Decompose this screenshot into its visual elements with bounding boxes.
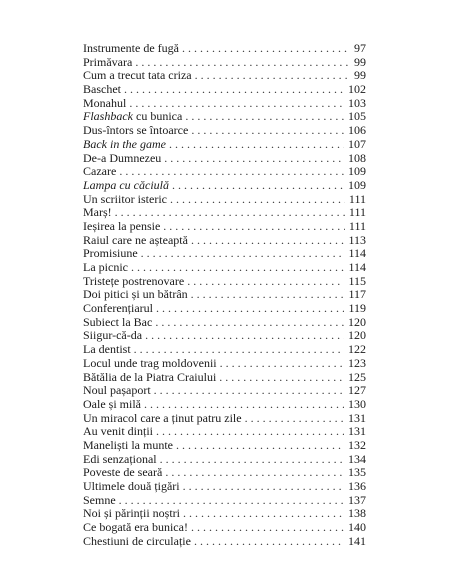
toc-entry: [83, 425, 366, 439]
toc-entry-title-text: La picnic: [83, 260, 128, 274]
toc-entry-page-number: 134: [348, 451, 366, 466]
dot-leader: [135, 56, 350, 70]
toc-entry-page-number: 138: [348, 506, 366, 521]
toc-entry-title: [83, 384, 154, 398]
toc-entry-title: [83, 220, 163, 234]
dot-leader: [115, 206, 345, 220]
toc-entry-title-text: Au venit dinții: [83, 424, 153, 439]
toc-entry-page-number: 111: [348, 191, 366, 206]
toc-entry-title-text: Dus-întors se întoarce: [83, 123, 189, 138]
toc-entry: [83, 56, 366, 70]
toc-entry: [83, 110, 366, 124]
toc-entry-title-text: Instrumente de fugă: [83, 41, 179, 55]
toc-entry: [83, 398, 366, 412]
toc-entry-title: [83, 110, 185, 124]
toc-entry-page-number: 131: [348, 410, 366, 425]
toc-entry-title: [83, 521, 191, 535]
toc-entry-page-number: 114: [348, 246, 366, 261]
toc-entry-page-number: 103: [348, 95, 366, 110]
toc-entry-title-text: Un miracol care a ținut patru zile: [83, 410, 242, 425]
toc-entry-title-text: Doi pitici și un bătrân: [83, 287, 188, 302]
toc-entry-page-number: 105: [348, 109, 366, 124]
toc-entry-title-text: Ultimele două țigări: [83, 479, 180, 493]
toc-entry-title-text: Noul pașaport: [83, 383, 151, 398]
toc-entry-title-text: De-a Dumnezeu: [83, 150, 162, 165]
toc-entry-title: [83, 138, 169, 152]
dot-leader: [194, 535, 344, 549]
dot-leader: [134, 343, 344, 357]
toc-entry-title: [83, 398, 144, 412]
toc-entry-page-number: 122: [348, 342, 366, 357]
toc-entry-title-text: La dentist: [83, 342, 131, 357]
toc-entry-page-number: 109: [348, 177, 366, 192]
toc-entry: [83, 83, 366, 97]
toc-entry-title: [83, 179, 172, 193]
toc-entry-page-number: 108: [348, 150, 366, 165]
toc-entry: [83, 371, 366, 385]
dot-leader: [144, 398, 344, 412]
toc-entry-page-number: 140: [348, 520, 366, 535]
dot-leader: [141, 247, 345, 261]
toc-entry-title: [83, 247, 141, 261]
dot-leader: [160, 453, 344, 467]
toc-entry: [83, 412, 366, 426]
toc-entry-page-number: 141: [348, 533, 366, 548]
dot-leader: [191, 124, 344, 138]
toc-entry: [83, 193, 366, 207]
toc-entry-title-text: Tristețe postrenovare: [83, 273, 185, 288]
toc-entry: [83, 302, 366, 316]
toc-entry-title-text: Chestiuni de circulație: [83, 533, 191, 548]
toc-entry: [83, 480, 366, 494]
toc-entry: [83, 247, 366, 261]
dot-leader: [170, 193, 345, 207]
toc-entry-page-number: 106: [348, 123, 366, 138]
toc-entry: [83, 329, 366, 343]
toc-entry-page-number: 115: [348, 273, 366, 288]
dot-leader: [124, 83, 344, 97]
toc-entry-title-text: Promisiune: [83, 246, 138, 261]
toc-entry-page-number: 120: [348, 328, 366, 343]
toc-entry-title: [83, 124, 191, 138]
dot-leader: [191, 234, 344, 248]
toc-entry-title-text: Oale și milă: [83, 396, 141, 411]
toc-entry: [83, 535, 366, 549]
toc-entry-title-text: Ce bogată era bunica!: [83, 520, 188, 535]
toc-entry-title: [83, 494, 119, 508]
toc-entry: [83, 507, 366, 521]
dot-leader: [176, 439, 344, 453]
toc-entry: [83, 152, 366, 166]
toc-entry-page-number: 123: [348, 355, 366, 370]
toc-entry-title: [83, 234, 191, 248]
toc-entry: [83, 234, 366, 248]
dot-leader: [183, 507, 344, 521]
dot-leader: [163, 220, 345, 234]
toc-entry-title-text: Cazare: [83, 164, 117, 179]
toc-entry-page-number: 111: [348, 218, 366, 233]
toc-entry-title-text: Un scriitor isteric: [83, 191, 167, 206]
toc-entry: [83, 357, 366, 371]
dot-leader: [169, 138, 344, 152]
table-of-contents: [83, 42, 366, 548]
dot-leader: [129, 97, 344, 111]
dot-leader: [172, 179, 344, 193]
dot-leader: [220, 357, 344, 371]
toc-entry-title: [83, 56, 135, 70]
dot-leader: [191, 288, 345, 302]
toc-entry-title-text: Primăvara: [83, 54, 133, 69]
dot-leader: [182, 42, 350, 56]
toc-entry-page-number: 119: [348, 301, 366, 316]
toc-entry-title-text: Edi senzațional: [83, 451, 157, 466]
toc-entry-title-text: Bătălia de la Piatra Craiului: [83, 369, 217, 384]
toc-entry-page-number: 111: [348, 205, 366, 220]
toc-entry-page-number: 136: [348, 479, 366, 493]
toc-entry-page-number: 107: [348, 136, 366, 151]
toc-entry-title-text: Maneliști la munte: [83, 437, 173, 452]
toc-entry-title-text: Raiul care ne așteaptă: [83, 232, 188, 247]
toc-entry-title-text: Baschet: [83, 82, 121, 97]
toc-entry-page-number: 131: [348, 424, 366, 439]
dot-leader: [131, 261, 344, 275]
dot-leader: [164, 152, 344, 166]
toc-entry-title-italic: Back in the game: [83, 136, 166, 151]
toc-entry-title: [83, 466, 165, 480]
dot-leader: [183, 480, 344, 494]
toc-entry-title: [83, 97, 129, 111]
toc-entry: [83, 261, 366, 275]
toc-entry-page-number: 132: [348, 437, 366, 452]
toc-entry-title-text: Cum a trecut tata criza: [83, 68, 192, 83]
dot-leader: [119, 165, 344, 179]
dot-leader: [156, 425, 344, 439]
toc-entry-page-number: 109: [348, 164, 366, 179]
dot-leader: [245, 412, 344, 426]
toc-entry-title-text: Ieșirea la pensie: [83, 218, 161, 233]
toc-entry-title: [83, 42, 182, 56]
toc-entry-page-number: 102: [348, 82, 366, 97]
toc-entry-page-number: 135: [348, 465, 366, 480]
toc-entry-page-number: 137: [348, 492, 366, 507]
toc-entry-title: [83, 316, 155, 330]
dot-leader: [165, 466, 344, 480]
toc-entry-title-text: Noi și părinții noștri: [83, 506, 180, 521]
toc-entry-page-number: 117: [348, 287, 366, 302]
toc-entry: [83, 439, 366, 453]
toc-entry: [83, 206, 366, 220]
dot-leader: [154, 384, 344, 398]
toc-entry-page-number: 125: [348, 369, 366, 384]
dot-leader: [195, 69, 350, 83]
toc-entry: [83, 521, 366, 535]
toc-entry: [83, 466, 366, 480]
toc-entry: [83, 343, 366, 357]
toc-entry-page-number: 127: [348, 383, 366, 398]
toc-entry-title: [83, 165, 119, 179]
toc-entry-title: [83, 425, 156, 439]
dot-leader: [219, 371, 344, 385]
toc-entry: [83, 275, 366, 289]
toc-entry-title: [83, 288, 191, 302]
toc-entry-title: [83, 329, 145, 343]
toc-entry-title: [83, 480, 183, 494]
toc-entry-title-text: Locul unde trag moldovenii: [83, 355, 217, 370]
toc-entry: [83, 97, 366, 111]
toc-entry-title: [83, 453, 160, 467]
toc-entry-title: [83, 357, 220, 371]
toc-entry-title-italic: Lampa cu căciulă: [83, 177, 169, 192]
toc-entry: [83, 179, 366, 193]
toc-entry: [83, 165, 366, 179]
dot-leader: [156, 302, 344, 316]
dot-leader: [187, 275, 344, 289]
toc-entry-page-number: 130: [348, 396, 366, 411]
toc-entry-title: [83, 507, 183, 521]
toc-entry-title-text: Marș!: [83, 205, 112, 220]
toc-entry: [83, 288, 366, 302]
toc-entry-title: [83, 206, 115, 220]
dot-leader: [185, 110, 344, 124]
toc-entry: [83, 453, 366, 467]
toc-entry-title: [83, 535, 194, 549]
toc-entry-title: [83, 371, 219, 385]
toc-entry-title: [83, 439, 176, 453]
dot-leader: [155, 316, 344, 330]
toc-entry: [83, 494, 366, 508]
toc-entry: [83, 220, 366, 234]
toc-entry-title: [83, 152, 164, 166]
dot-leader: [191, 521, 344, 535]
toc-entry-title-text: Subiect la Bac: [83, 314, 153, 329]
toc-entry-title-italic: Flashback: [83, 109, 133, 124]
toc-entry-title-text: Monahul: [83, 95, 127, 110]
toc-entry: [83, 124, 366, 138]
toc-entry-page-number: 97: [354, 41, 366, 55]
dot-leader: [119, 494, 344, 508]
toc-entry-title: [83, 275, 187, 289]
toc-entry-title-text: Poveste de seară: [83, 465, 163, 480]
toc-entry-title: [83, 412, 245, 426]
toc-entry-page-number: 114: [348, 260, 366, 274]
toc-entry-page-number: 99: [354, 68, 366, 83]
toc-entry-page-number: 113: [348, 232, 366, 247]
toc-entry-page-number: 120: [348, 314, 366, 329]
toc-entry: [83, 69, 366, 83]
toc-entry: [83, 316, 366, 330]
toc-entry-page-number: 99: [354, 54, 366, 69]
toc-entry-title: [83, 302, 156, 316]
toc-entry: [83, 138, 366, 152]
toc-entry-title: [83, 69, 195, 83]
toc-entry: [83, 384, 366, 398]
toc-entry-title-text: Siigur-că-da: [83, 328, 143, 343]
toc-entry-title: [83, 193, 170, 207]
toc-entry-title: [83, 343, 134, 357]
toc-entry-title-text: Semne: [83, 492, 116, 507]
toc-entry-title-text: Conferențiarul: [83, 301, 153, 316]
dot-leader: [145, 329, 344, 343]
toc-entry-title: [83, 83, 124, 97]
toc-entry-title: [83, 261, 131, 275]
toc-entry-title-text: cu bunica: [133, 109, 183, 124]
toc-entry: [83, 42, 366, 56]
